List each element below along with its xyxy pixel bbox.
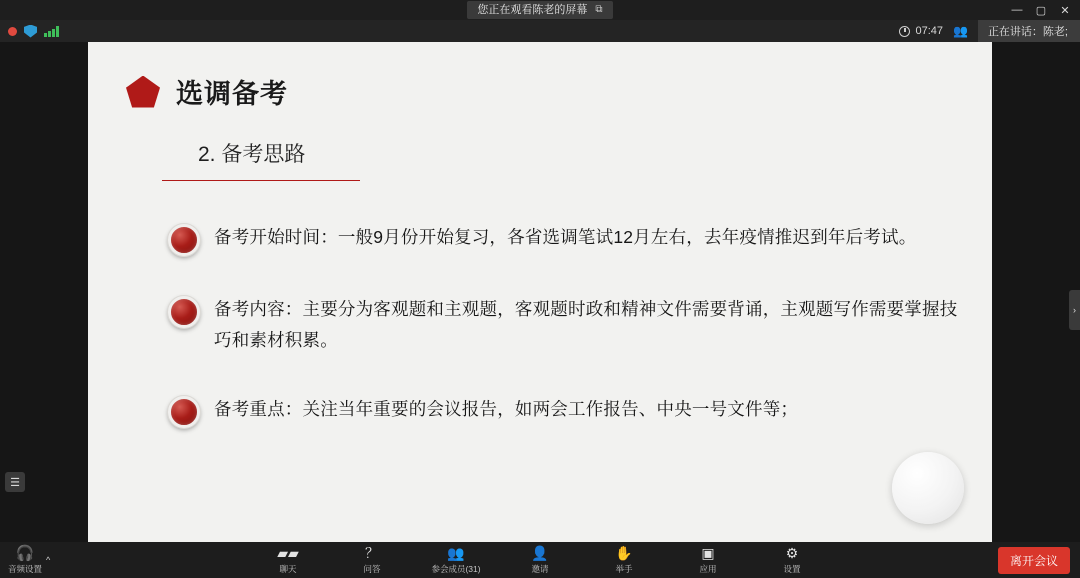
apps-icon: ▣: [701, 545, 715, 561]
bullet-text: 备考重点：关注当年重要的会议报告，如两会工作报告、中央一号文件等；: [214, 399, 799, 420]
list-item: [168, 294, 958, 356]
raise-hand-icon: ✋: [615, 545, 633, 561]
leave-meeting-button[interactable]: 离开会议: [998, 547, 1070, 574]
tool-settings-label: 设置: [783, 564, 801, 574]
minimize-button[interactable]: —: [1011, 4, 1023, 16]
bullet-text: 备考开始时间：一般9月份开始复习，各省选调笔试12月左右，去年疫情推迟到年后考试。: [214, 227, 917, 247]
shared-slide: [88, 42, 992, 542]
chevron-right-icon[interactable]: ›: [1069, 290, 1080, 330]
caret-up-icon[interactable]: ^: [46, 554, 51, 565]
tool-chat[interactable]: [259, 545, 317, 575]
headset-icon: 🎧: [15, 544, 35, 562]
slide-bullet-list: [168, 222, 958, 466]
active-speaker-chip: [978, 20, 1080, 42]
list-item: [168, 394, 958, 428]
close-button[interactable]: ✕: [1060, 4, 1070, 17]
maximize-button[interactable]: ▢: [1035, 4, 1047, 17]
screen-share-notice: [467, 1, 612, 19]
tool-raise-hand-label: 举手: [615, 564, 633, 574]
screen-share-notice-label: 您正在观看陈老的屏幕: [477, 4, 588, 16]
participants-icon[interactable]: 👥: [952, 24, 968, 38]
title-bar: [0, 0, 1080, 20]
tool-qa-label: 问答: [363, 564, 381, 574]
status-right: [899, 20, 1080, 42]
status-icons: [0, 25, 59, 38]
tool-apps-label: 应用: [699, 564, 717, 574]
tool-invite[interactable]: [511, 545, 569, 575]
tool-raise-hand[interactable]: [595, 545, 653, 575]
slide-title: 选调备考: [176, 79, 288, 109]
settings-icon: ⚙: [785, 545, 799, 561]
meeting-toolbar: [0, 542, 1080, 578]
slide-subtitle: 2. 备考思路: [198, 143, 306, 166]
screen-share-icon: ⧉: [595, 4, 603, 15]
pentagon-bullet-icon: [126, 76, 160, 108]
list-item: [168, 222, 958, 256]
bullet-text: 备考内容：主要分为客观题和主观题，客观题时政和精神文件需要背诵，主观题写作需要掌握技巧和素材积累。: [214, 299, 958, 351]
bullet-sphere-icon: [168, 224, 200, 256]
meeting-status-bar: [0, 20, 1080, 42]
tool-qa[interactable]: [343, 545, 401, 575]
invite-icon: 👤: [531, 545, 549, 561]
cursor-highlight-orb: [892, 452, 964, 524]
tool-settings[interactable]: [763, 545, 821, 575]
shield-icon[interactable]: [24, 25, 37, 38]
toolbar-center-tools: [0, 545, 1080, 575]
slide-subtitle-block: [162, 138, 362, 181]
signal-bars-icon: [44, 26, 59, 37]
left-rail: [0, 42, 88, 542]
subtitle-underline: [162, 180, 360, 181]
record-indicator-icon[interactable]: [8, 27, 17, 36]
active-speaker-label: 正在讲话：陈老;: [987, 26, 1068, 38]
audio-settings-label: 音频设置: [8, 563, 43, 574]
right-rail: [992, 42, 1080, 542]
chat-icon: ▰▰: [277, 545, 299, 561]
tool-apps[interactable]: [679, 545, 737, 575]
meeting-timer-value: 07:47: [915, 25, 943, 37]
slide-title-row: [126, 72, 288, 111]
tool-chat-label: 聊天: [279, 564, 297, 574]
tool-invite-label: 邀请: [531, 564, 549, 574]
list-panel-icon[interactable]: ☰: [5, 472, 25, 492]
bullet-sphere-icon: [168, 296, 200, 328]
tool-members-label: 参会成员(31): [431, 564, 481, 574]
members-icon: 👥: [447, 545, 465, 561]
question-icon: ？: [365, 545, 379, 561]
window-controls: [1006, 0, 1076, 20]
meeting-timer: [899, 25, 953, 37]
clock-icon: [899, 26, 910, 37]
tool-members[interactable]: [427, 545, 485, 575]
bullet-sphere-icon: [168, 396, 200, 428]
